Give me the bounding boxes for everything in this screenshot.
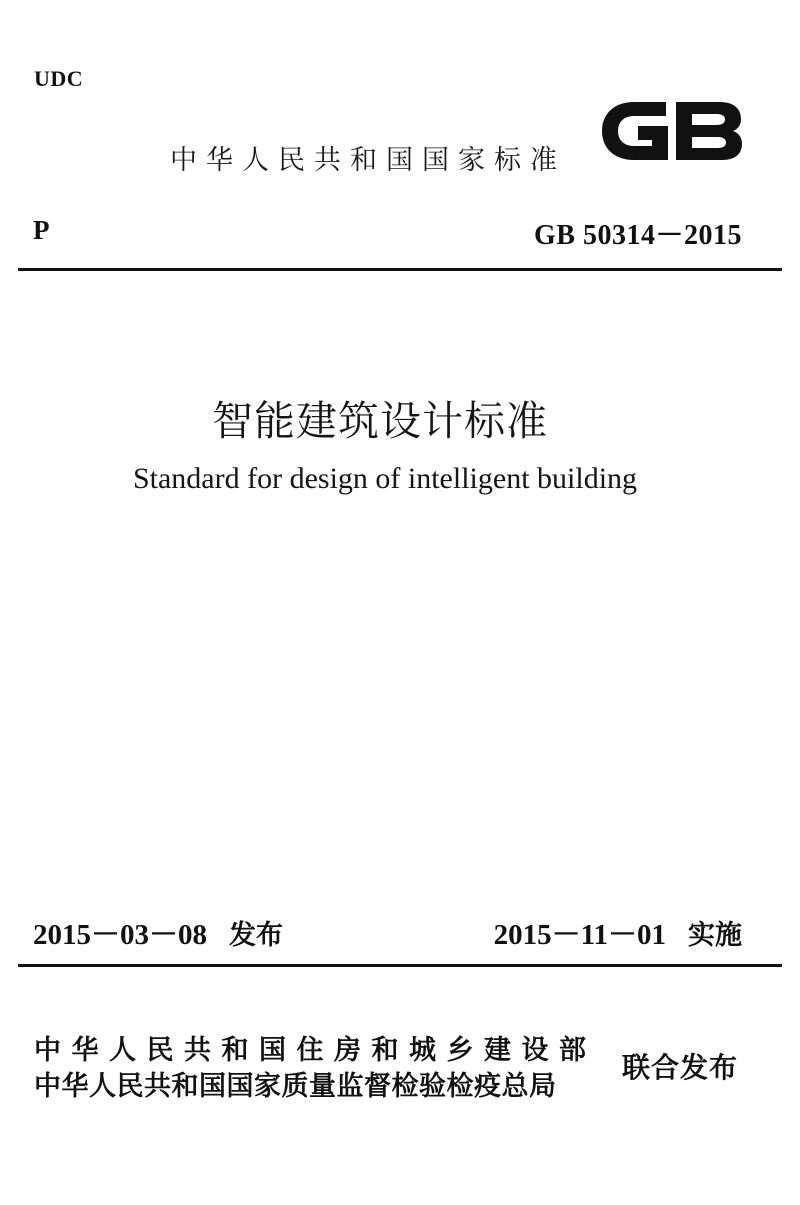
title-english: Standard for design of intelligent building <box>132 462 638 495</box>
udc-label: UDC <box>34 66 84 91</box>
bottom-divider <box>18 964 782 967</box>
standard-number: GB 50314－2015 <box>534 220 742 251</box>
issuer-ministry-housing: 中华人民共和国住房和城乡建设部 <box>34 1035 597 1066</box>
national-standard-heading: 中华人民共和国国家标准 <box>170 145 566 176</box>
issue-date-block <box>33 912 283 953</box>
title-chinese: 智能建筑设计标准 <box>212 397 548 445</box>
gb-logo-graphic <box>596 94 746 168</box>
joint-issue-label: 联合发布 <box>622 1051 739 1084</box>
issue-label: 发布 <box>229 920 284 951</box>
implementation-date: 2015－11－01 <box>493 919 666 951</box>
implementation-date-block <box>494 912 742 953</box>
implementation-label: 实施 <box>688 920 742 951</box>
gb-logo <box>596 94 746 168</box>
issue-date: 2015－03－08 <box>33 919 208 951</box>
issuer-quality-supervision: 中华人民共和国国家质量监督检验检疫总局 <box>34 1071 557 1102</box>
top-divider <box>18 268 782 271</box>
category-code: P <box>33 215 50 245</box>
